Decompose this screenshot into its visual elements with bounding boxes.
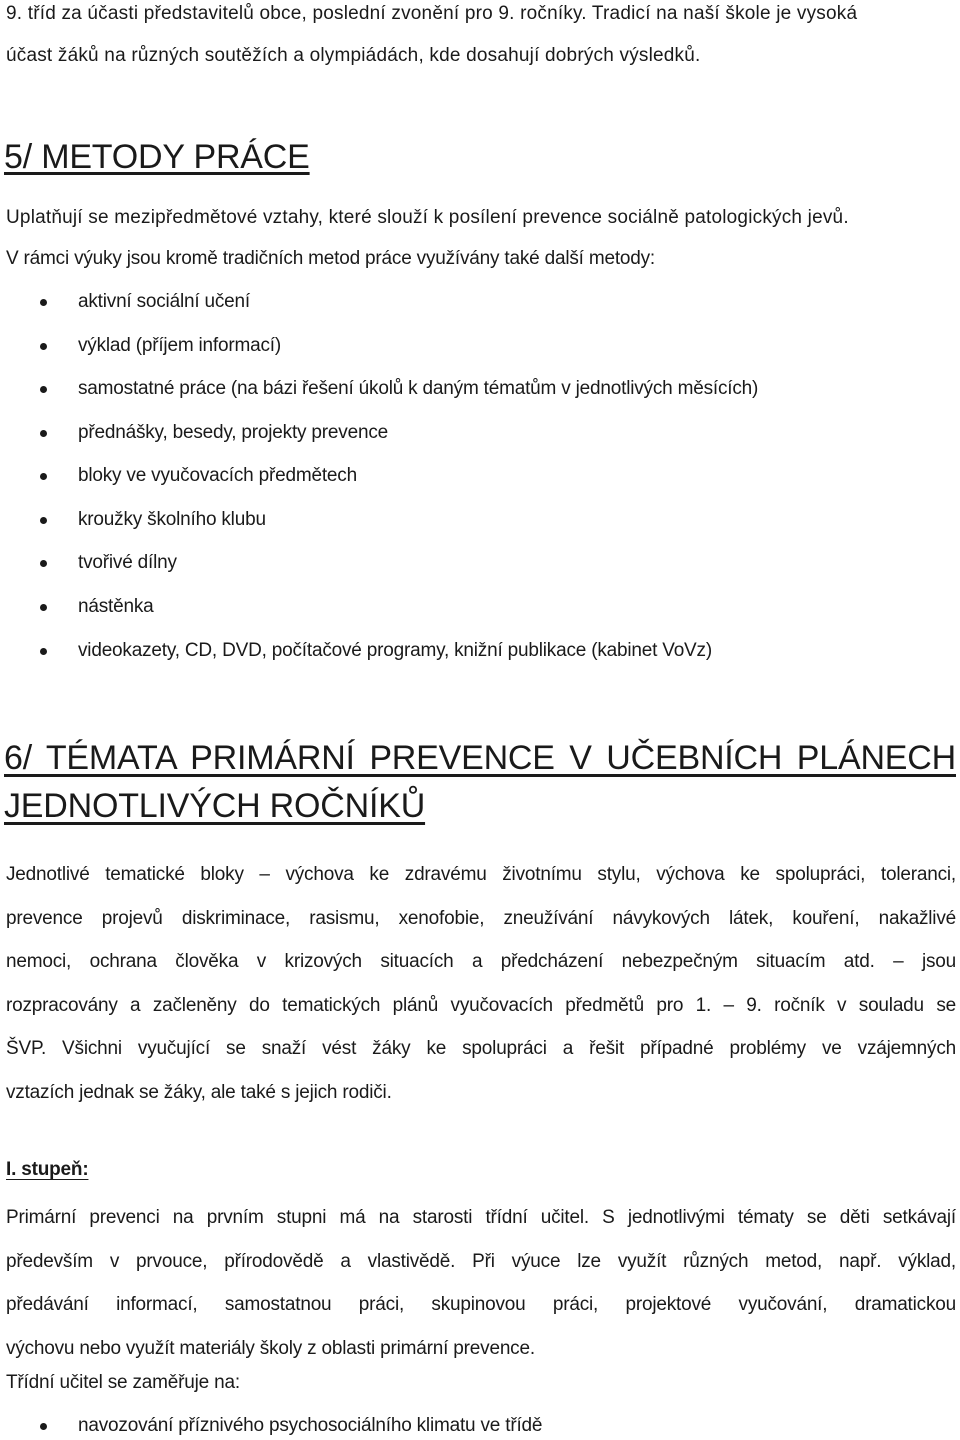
focus-intro: Třídní učitel se zaměřuje na: [6, 1372, 240, 1393]
section-6-heading [4, 734, 956, 830]
bullet-icon [40, 386, 47, 393]
paragraph-line: předávání informací, samostatnou práci, skupinovou práci, projektové vyučování, dramatickou [6, 1294, 956, 1315]
paragraph-line: vztazích jednak se žáky, ale také s jejich rodiči. [6, 1081, 392, 1103]
paragraph-line: prevence projevů diskriminace, rasismu, xenofobie, zneužívání návykových látek, kouření, nakažlivé [6, 907, 956, 929]
section-6-heading-line-1: 6/ TÉMATA PRIMÁRNÍ PREVENCE V UČEBNÍCH PLÁNECH [4, 739, 956, 777]
bullet-icon [40, 604, 47, 611]
paragraph-line: především v prvouce, přírodovědě a vlastivědě. Při výuce lze využít různých metod, např. výklad, [6, 1250, 956, 1272]
bullet-icon [40, 473, 47, 480]
section-5-paragraph-2: V rámci výuky jsou kromě tradičních metod práce využívány také další metody: [6, 248, 656, 269]
stage-1-paragraph [6, 1196, 956, 1370]
paragraph-line: nemoci, ochrana člověka v krizových situacích a předcházení nebezpečným situacím atd. – jsou [6, 951, 956, 972]
paragraph-line: rozpracovány a začleněny do tematických plánů vyučovacích předmětů pro 1. – 9. ročník v souladu se [6, 994, 956, 1016]
paragraph-line: ŠVP. Všichni vyučující se snaží vést žáky ke spolupráci a řešit případné problémy ve vzájemných [6, 1038, 956, 1059]
intro-line-1: 9. tříd za účasti představitelů obce, poslední zvonění pro 9. ročníky. Tradicí na naší škole je vysoká [6, 3, 858, 24]
paragraph-line: Jednotlivé tematické bloky – výchova ke zdravému životnímu stylu, výchova ke spolupráci, toleranci, [6, 864, 956, 885]
section-6-heading-line-2: JEDNOTLIVÝCH ROČNÍKŮ [4, 787, 426, 825]
paragraph-line: Primární prevenci na prvním stupni má na starosti třídní učitel. S jednotlivými tématy se děti setkávají [6, 1207, 956, 1228]
intro-line-2: účast žáků na různých soutěžích a olympiádách, kde dosahují dobrých výsledků. [6, 45, 701, 66]
bullet-icon [40, 343, 47, 350]
bullet-icon [40, 299, 47, 306]
stage-1-heading: I. stupeň: [6, 1159, 89, 1180]
section-6-paragraph [6, 853, 956, 1114]
bullet-icon [40, 517, 47, 524]
bullet-icon [40, 1423, 47, 1430]
paragraph-line: výchovu nebo využít materiály školy z oblasti primární prevence. [6, 1337, 535, 1359]
bullet-icon [40, 648, 47, 655]
document-page: 9. tříd za účasti představitelů obce, poslední zvonění pro 9. ročníky. Tradicí na naší škole je vysoká účast žáků na různých soutěžích a olympiádách, kde dosahují dobrých výsledků. 5/ METODY PRÁCE Uplatňují se mezipředmětové vztahy, které slouží k posílení prevence sociálně patologických jevů. V rámci výuky jsou kromě tradičních metod práce využívány také další metody: aktivní sociální učení výklad (příjem informací) samostatné práce (na bázi řešení úkolů k daným tématům v jednotlivých měsících) přednášky, besedy, projekty prevence bloky ve vyučovacích předmětech kroužky školního klubu tvořivé dílny nástěnka videokazety, CD, DVD, počítačové programy, knižní publikace (kabinet VoVz) 6/ TÉMATA PRIMÁRNÍ PREVENCE V UČEBNÍCH PLÁNECH JEDNOTLIVÝCH ROČNÍKŮ Jednotlivé tematické bloky – výchova ke zdravému životnímu stylu, výchova ke spolupráci, toleranci, prevence projevů diskriminace, rasismu, xenofobie, zneužívání návykových látek, kouření, nakažlivé nemoci, ochrana člověka v krizových situacích a předcházení nebezpečným situacím atd. – jsou rozpracovány a začleněny do tematických plánů vyučovacích předmětů pro 1. – 9. ročník v souladu se ŠVP. Všichni vyučující se snaží vést žáky ke spolupráci a řešit případné problémy ve vzájemných vztazích jednak se žáky, ale také s jejich rodiči. I. stupeň: Primární prevenci na prvním stupni má na starosti třídní učitel. S jednotlivými tématy se děti setkávají především v prvouce, přírodovědě a vlastivědě. Při výuce lze využít různých metod, např. výklad, předávání informací, samostatnou práci, skupinovou práci, projektové vyučování, dramatickou výchovu nebo využít materiály školy z oblasti primární prevence. Třídní učitel se zaměřuje na: navozování příznivého psychosociálního klimatu ve třídě [4, 3, 956, 1436]
bullet-icon [40, 430, 47, 437]
section-5-paragraph-1: Uplatňují se mezipředmětové vztahy, které slouží k posílení prevence sociálně patologických jevů. [6, 207, 849, 228]
bullet-icon [40, 560, 47, 567]
section-5-heading: 5/ METODY PRÁCE [4, 138, 310, 176]
